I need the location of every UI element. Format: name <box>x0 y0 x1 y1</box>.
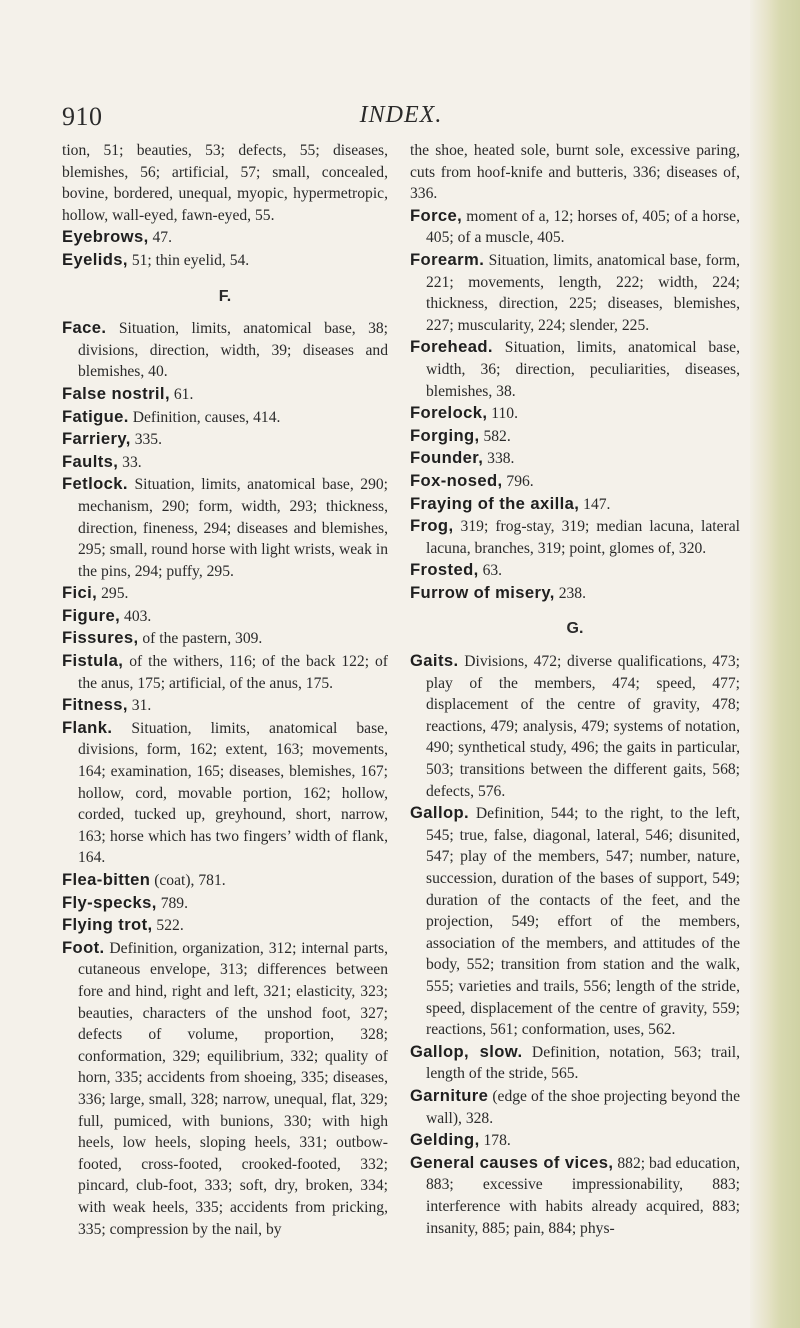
index-entry <box>62 582 388 605</box>
section-letter-g: G. <box>566 620 584 638</box>
index-term: General causes of vices, <box>410 1152 614 1172</box>
index-entry <box>410 515 740 559</box>
index-references: Situation, limits, anatomical base, form, 221; movements, length, 222; width, 224; thickness, direction, 225; diseases, blemishes, 227; muscularity, 224; slender, 225. <box>426 251 740 334</box>
index-references: 63. <box>478 562 503 580</box>
index-references: 178. <box>479 1132 511 1150</box>
index-references: of the withers, 116; of the back 122; of the anus, 175; artificial, of the anus, 175. <box>78 653 388 692</box>
index-term: Fox-nosed, <box>410 470 503 490</box>
index-references: 403. <box>120 607 152 625</box>
index-term: Flying trot, <box>62 915 153 935</box>
index-term: Gallop. <box>410 803 470 823</box>
index-term: Frog, <box>410 516 454 536</box>
index-entry <box>62 694 388 717</box>
continued-entry: tion, 51; beauties, 53; defects, 55; diseases, blemishes, 56; artificial, 57; small, concealed, bovine, bordered, unequal, myopic, hypermetropic, hollow, wall-eyed, fawn-eyed, 55. <box>62 142 388 224</box>
index-entry <box>410 1129 740 1152</box>
index-references: 147. <box>579 495 611 513</box>
index-term: Forearm. <box>410 249 485 269</box>
index-entry <box>62 249 388 272</box>
index-entry <box>62 317 388 383</box>
index-entry <box>62 451 388 474</box>
index-entry <box>62 937 388 1240</box>
index-entry <box>62 914 388 937</box>
index-entry <box>62 717 388 869</box>
index-term: Forelock, <box>410 403 488 423</box>
index-references: 582. <box>479 427 511 445</box>
index-references: Divisions, 472; diverse qualifications, 473; play of the members, 474; speed, 477; displacement of the centre of gravity, 478; reactions, 479; analysis, 479; systems of notation, 490; synthetical study, 496; the gaits in particular, 503; transitions between the different gaits, 568; defects, 576. <box>426 653 740 800</box>
index-entry <box>62 869 388 892</box>
index-entry <box>62 226 388 249</box>
index-references: 295. <box>97 585 129 603</box>
index-term: Face. <box>62 318 107 338</box>
index-references: Definition, causes, 414. <box>128 408 281 426</box>
index-term: Forehead. <box>410 337 493 357</box>
index-entry <box>410 1041 740 1085</box>
index-term: Faults, <box>62 451 119 471</box>
index-term: Founder, <box>410 448 484 468</box>
index-entry <box>62 627 388 650</box>
index-references: 238. <box>554 584 586 602</box>
continued-entry: the shoe, heated sole, burnt sole, excessive paring, cuts from hoof-knife and butteris, 336; diseases of, 336. <box>410 142 740 203</box>
index-term: Fissures, <box>62 628 139 648</box>
index-term: Fraying of the axilla, <box>410 493 580 513</box>
index-term: Fici, <box>62 583 98 603</box>
index-references: 335. <box>130 431 162 449</box>
index-references: moment of a, 12; horses of, 405; of a horse, 405; of a muscle, 405. <box>426 207 740 247</box>
index-entry <box>410 336 740 402</box>
index-references: 51; thin eyelid, 54. <box>127 251 250 269</box>
index-term: Fetlock. <box>62 474 128 494</box>
index-references: (coat), 781. <box>150 872 226 889</box>
index-references: Situation, limits, anatomical base, 290; mechanism, 290; form, width, 293; thickness, direction, fineness, 294; diseases and blemishes, 295; small, round horse with light wrists, weak in the pins, 294; puffy, 295. <box>78 476 388 580</box>
index-entry <box>62 892 388 915</box>
index-references: 522. <box>152 917 184 935</box>
index-references: Situation, limits, anatomical base, width, 36; direction, peculiarities, diseases, blemishes, 38. <box>426 339 740 400</box>
index-term: Furrow of misery, <box>410 582 555 602</box>
index-entry <box>410 205 740 249</box>
entries-g <box>410 650 740 1239</box>
index-references: 61. <box>169 385 194 403</box>
index-references: (edge of the shoe projecting beyond the wall), 328. <box>426 1087 740 1127</box>
right-column <box>410 140 740 1239</box>
index-references: Definition, organization, 312; internal parts, cutaneous envelope, 313; differences between fore and hind, right and left, 321; elasticity, 323; beauties, characters of the unshod foot, 327; defects of volume, proportion, 328; conformation, 329; equilibrium, 332; quality of horn, 335; accidents from shoeing, 335; diseases, 336; large, small, 328; narrow, unequal, flat, 329; full, pumiced, with bunions, 330; with high heels, low heels, sloping heels, 331; outbow-footed, cross-footed, crooked-footed, 332; pincard, club-foot, 333; soft, dry, broken, 334; with weak heels, 335; accidents from pricking, 335; compression by the nail, by <box>78 939 388 1238</box>
index-entry <box>410 582 740 605</box>
index-term: Gallop, slow. <box>410 1041 523 1061</box>
page-edge-shadow <box>750 0 800 1328</box>
index-references: of the pastern, 309. <box>138 630 263 648</box>
index-term: Fly-specks, <box>62 892 157 912</box>
index-term: Eyebrows, <box>62 227 149 247</box>
page-number: 910 <box>62 102 103 131</box>
index-entry <box>410 402 740 425</box>
index-term: Forging, <box>410 425 480 445</box>
index-term: Fatigue. <box>62 406 129 426</box>
index-term: Fistula, <box>62 651 124 671</box>
index-references: 31. <box>127 697 152 715</box>
index-references: 789. <box>156 894 188 912</box>
index-references: Situation, limits, anatomical base, divisions, form, 162; extent, 163; movements, 164; examination, 165; diseases, blemishes, 167; hollow, cord, movable portion, 162; hollow, corded, tucked up, greyhound, short, narrow, 163; horse which has two fingers’ width of flank, 164. <box>78 719 388 867</box>
index-term: False nostril, <box>62 383 170 403</box>
section-letter-f: F. <box>218 287 232 305</box>
index-references: 796. <box>502 472 534 490</box>
index-entry <box>62 383 388 406</box>
index-entry <box>62 428 388 451</box>
index-term: Flank. <box>62 717 113 737</box>
index-term: Garniture <box>410 1085 489 1105</box>
index-entry <box>410 559 740 582</box>
index-entry <box>410 249 740 336</box>
index-term: Farriery, <box>62 429 131 449</box>
index-term: Fitness, <box>62 695 128 715</box>
entries-f <box>62 317 388 1240</box>
index-references: 882; bad education, 883; excessive impressionability, 883; interference with habits already acquired, 883; insanity, 885; pain, 884; phys- <box>426 1154 740 1237</box>
index-references: 110. <box>487 405 518 423</box>
index-term: Flea-bitten <box>62 870 151 889</box>
index-references: Definition, 544; to the right, to the left, 545; true, false, diagonal, lateral, 546; disunited, 547; play of the members, 547; number, nature, succession, duration of the bases of support, 549; duration of the contacts of the feet, and the projection, 549; effort of the members, association of the members, and attitudes of the body, 552; transition from station and the walk, 555; varieties and trails, 556; length of the stride, speed, displacement of the centre of gravity, 559; reactions, 561; conformation, uses, 562. <box>426 805 740 1039</box>
index-entry <box>410 425 740 448</box>
entries-f-continued <box>410 205 740 605</box>
index-entry <box>410 1152 740 1239</box>
index-references: 47. <box>148 229 172 247</box>
index-term: Frosted, <box>410 560 479 580</box>
index-entry <box>410 650 740 802</box>
index-entry <box>410 447 740 470</box>
entries-e-tail <box>62 226 388 271</box>
index-term: Gelding, <box>410 1130 480 1150</box>
index-entry <box>410 1085 740 1129</box>
index-entry <box>410 493 740 516</box>
index-references: 338. <box>483 450 515 468</box>
index-term: Eyelids, <box>62 249 128 269</box>
index-term: Gaits. <box>410 651 459 671</box>
page-header <box>62 102 740 138</box>
running-title: INDEX. <box>359 102 443 128</box>
index-term: Foot. <box>62 937 105 957</box>
index-references: 33. <box>118 453 142 471</box>
index-entry <box>62 605 388 628</box>
index-entry <box>410 470 740 493</box>
left-column <box>62 140 388 1240</box>
index-entry <box>410 802 740 1041</box>
index-references: 319; frog-stay, 319; median lacuna, lateral lacuna, branches, 319; point, glomes of, 320. <box>426 518 740 557</box>
index-entry <box>62 650 388 694</box>
index-term: Force, <box>410 205 463 225</box>
index-entry <box>62 406 388 429</box>
index-entry <box>62 473 388 582</box>
index-term: Figure, <box>62 605 121 625</box>
index-references: Definition, notation, 563; trail, length of the stride, 565. <box>426 1043 740 1083</box>
index-references: Situation, limits, anatomical base, 38; divisions, direction, width, 39; diseases and blemishes, 40. <box>78 320 388 381</box>
